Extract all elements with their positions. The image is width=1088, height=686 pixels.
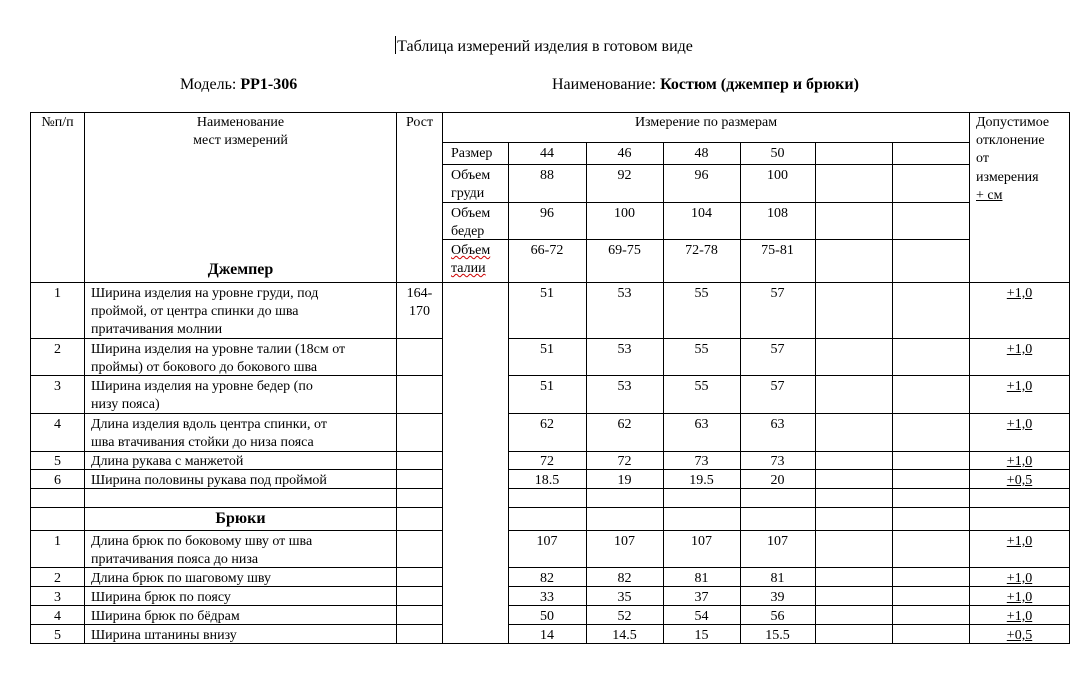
row-value: 55	[694, 342, 709, 357]
row-description: Ширина изделия на уровне груди, под	[91, 286, 319, 301]
row-tolerance: +0,5	[1006, 628, 1033, 643]
row-value: 55	[694, 379, 709, 394]
row-tolerance: +1,0	[1006, 571, 1033, 586]
model-label: Модель:	[180, 76, 237, 93]
size-header-value: 48	[694, 146, 709, 161]
row-number: 5	[54, 454, 61, 469]
size-header-value: 46	[617, 146, 632, 161]
header-tol-1: Допустимое	[976, 115, 1050, 130]
row-value: 20	[770, 473, 785, 488]
header-by-size: Измерение по размерам	[634, 115, 778, 130]
header-num: №п/п	[41, 115, 74, 130]
row-value: 14	[540, 628, 554, 643]
row-value: 57	[770, 342, 785, 357]
section-trousers-title: Брюки	[215, 510, 266, 527]
jumper-height-2: 170	[409, 304, 430, 319]
row-value: 72	[540, 454, 554, 469]
row-number: 3	[54, 590, 61, 605]
row-tolerance: +1,0	[1006, 286, 1033, 301]
row-tolerance: +1,0	[1006, 590, 1033, 605]
row-number: 4	[54, 609, 61, 624]
size-header-value: 108	[767, 206, 788, 221]
row-value: 107	[536, 534, 558, 549]
row-value: 14.5	[612, 628, 637, 643]
row-tolerance: +1,0	[1006, 417, 1033, 432]
row-description: Длина рукава с манжетой	[91, 454, 244, 469]
row-value: 73	[694, 454, 709, 469]
row-description: Длина изделия вдоль центра спинки, от	[91, 417, 327, 432]
size-header-value: 104	[691, 206, 712, 221]
row-description: Ширина брюк по поясу	[91, 590, 231, 605]
section-jumper-title: Джемпер	[207, 261, 274, 278]
header-height: Рост	[405, 115, 434, 130]
row-tolerance: +0,5	[1006, 473, 1033, 488]
size-header-value: 92	[617, 168, 632, 183]
chest-label-2: груди	[451, 186, 485, 201]
row-number: 6	[54, 473, 61, 488]
row-value: 15.5	[765, 628, 790, 643]
name-label: Наименование:	[552, 76, 657, 93]
size-header-value: 75-81	[761, 243, 794, 258]
row-value: 52	[617, 609, 632, 624]
row-value: 15	[694, 628, 709, 643]
waist-label-1: Объем	[451, 243, 491, 258]
model-value: PP1-306	[240, 76, 298, 93]
row-value: 62	[540, 417, 554, 432]
row-value: 55	[694, 286, 709, 301]
header-tol-2: отклонение	[976, 133, 1045, 148]
header-place-line1: Наименование	[196, 115, 285, 130]
row-tolerance: +1,0	[1006, 609, 1033, 624]
row-description: Ширина изделия на уровне талии (18см от	[91, 342, 346, 357]
size-header-value: 72-78	[685, 243, 718, 258]
row-value: 63	[770, 417, 785, 432]
row-value: 53	[617, 286, 632, 301]
row-value: 56	[770, 609, 785, 624]
row-description: притачивания пояса до низа	[91, 552, 259, 567]
row-description: притачивания молнии	[91, 322, 223, 337]
row-tolerance: +1,0	[1006, 454, 1033, 469]
row-description: Ширина половины рукава под проймой	[91, 473, 327, 488]
title-text: Таблица измерений изделия в готовом виде	[397, 38, 693, 55]
row-description: Длина брюк по боковому шву от шва	[91, 534, 313, 549]
header-tol-3: от	[976, 151, 989, 166]
row-value: 82	[617, 571, 632, 586]
header-tol-5: + см	[976, 188, 1003, 203]
row-value: 57	[770, 286, 785, 301]
header-tol-4: измерения	[976, 170, 1039, 185]
row-value: 81	[694, 571, 709, 586]
jumper-height-1: 164-	[406, 286, 433, 301]
row-value: 39	[770, 590, 785, 605]
row-value: 73	[770, 454, 785, 469]
row-value: 19.5	[689, 473, 714, 488]
row-value: 53	[617, 342, 632, 357]
row-value: 37	[694, 590, 709, 605]
row-value: 51	[540, 286, 554, 301]
row-number: 3	[54, 379, 61, 394]
row-description: низу пояса)	[91, 397, 160, 412]
row-value: 62	[617, 417, 632, 432]
row-value: 107	[614, 534, 635, 549]
row-value: 51	[540, 342, 554, 357]
row-number: 2	[54, 342, 61, 357]
header-place-line2: мест измерений	[193, 133, 288, 148]
row-value: 57	[770, 379, 785, 394]
row-tolerance: +1,0	[1006, 534, 1033, 549]
size-header-value: 66-72	[530, 243, 564, 258]
size-header-value: 50	[770, 146, 785, 161]
row-value: 54	[694, 609, 709, 624]
size-header-value: 96	[540, 206, 554, 221]
row-number: 1	[54, 534, 61, 549]
row-description: Длина брюк по шаговому шву	[91, 571, 272, 586]
size-header-value: 44	[540, 146, 554, 161]
row-value: 72	[617, 454, 632, 469]
row-value: 63	[694, 417, 709, 432]
row-value: 18.5	[534, 473, 560, 488]
hips-label-1: Объем	[451, 206, 491, 221]
row-value: 51	[540, 379, 554, 394]
row-value: 53	[617, 379, 632, 394]
size-header-value: 100	[614, 206, 635, 221]
row-description: Ширина изделия на уровне бедер (по	[91, 379, 313, 394]
row-value: 33	[540, 590, 554, 605]
row-number: 5	[54, 628, 61, 643]
size-header-value: 100	[767, 168, 788, 183]
row-number: 2	[54, 571, 61, 586]
row-value: 81	[770, 571, 785, 586]
row-value: 19	[617, 473, 632, 488]
name-value: Костюм (джемпер и брюки)	[660, 76, 859, 93]
row-description: шва втачивания стойки до низа пояса	[91, 435, 314, 450]
row-value: 35	[617, 590, 632, 605]
row-value: 107	[691, 534, 712, 549]
row-tolerance: +1,0	[1006, 379, 1033, 394]
row-value: 82	[540, 571, 554, 586]
row-description: проймой, от центра спинки до шва	[91, 304, 299, 319]
hips-label-2: бедер	[451, 224, 485, 239]
row-tolerance: +1,0	[1006, 342, 1033, 357]
size-header-value: 69-75	[608, 243, 641, 258]
waist-label-2: талии	[451, 261, 486, 276]
row-value: 50	[540, 609, 554, 624]
size-header-value: 96	[694, 168, 709, 183]
row-number: 4	[54, 417, 61, 432]
row-description: Ширина брюк по бёдрам	[91, 609, 240, 624]
row-description: Ширина штанины внизу	[91, 628, 237, 643]
row-number: 1	[54, 286, 61, 301]
row-description: проймы) от бокового до бокового шва	[91, 360, 318, 375]
row-value: 107	[767, 534, 788, 549]
size-header-value: 88	[540, 168, 554, 183]
size-label: Размер	[451, 146, 493, 161]
chest-label-1: Объем	[451, 168, 491, 183]
